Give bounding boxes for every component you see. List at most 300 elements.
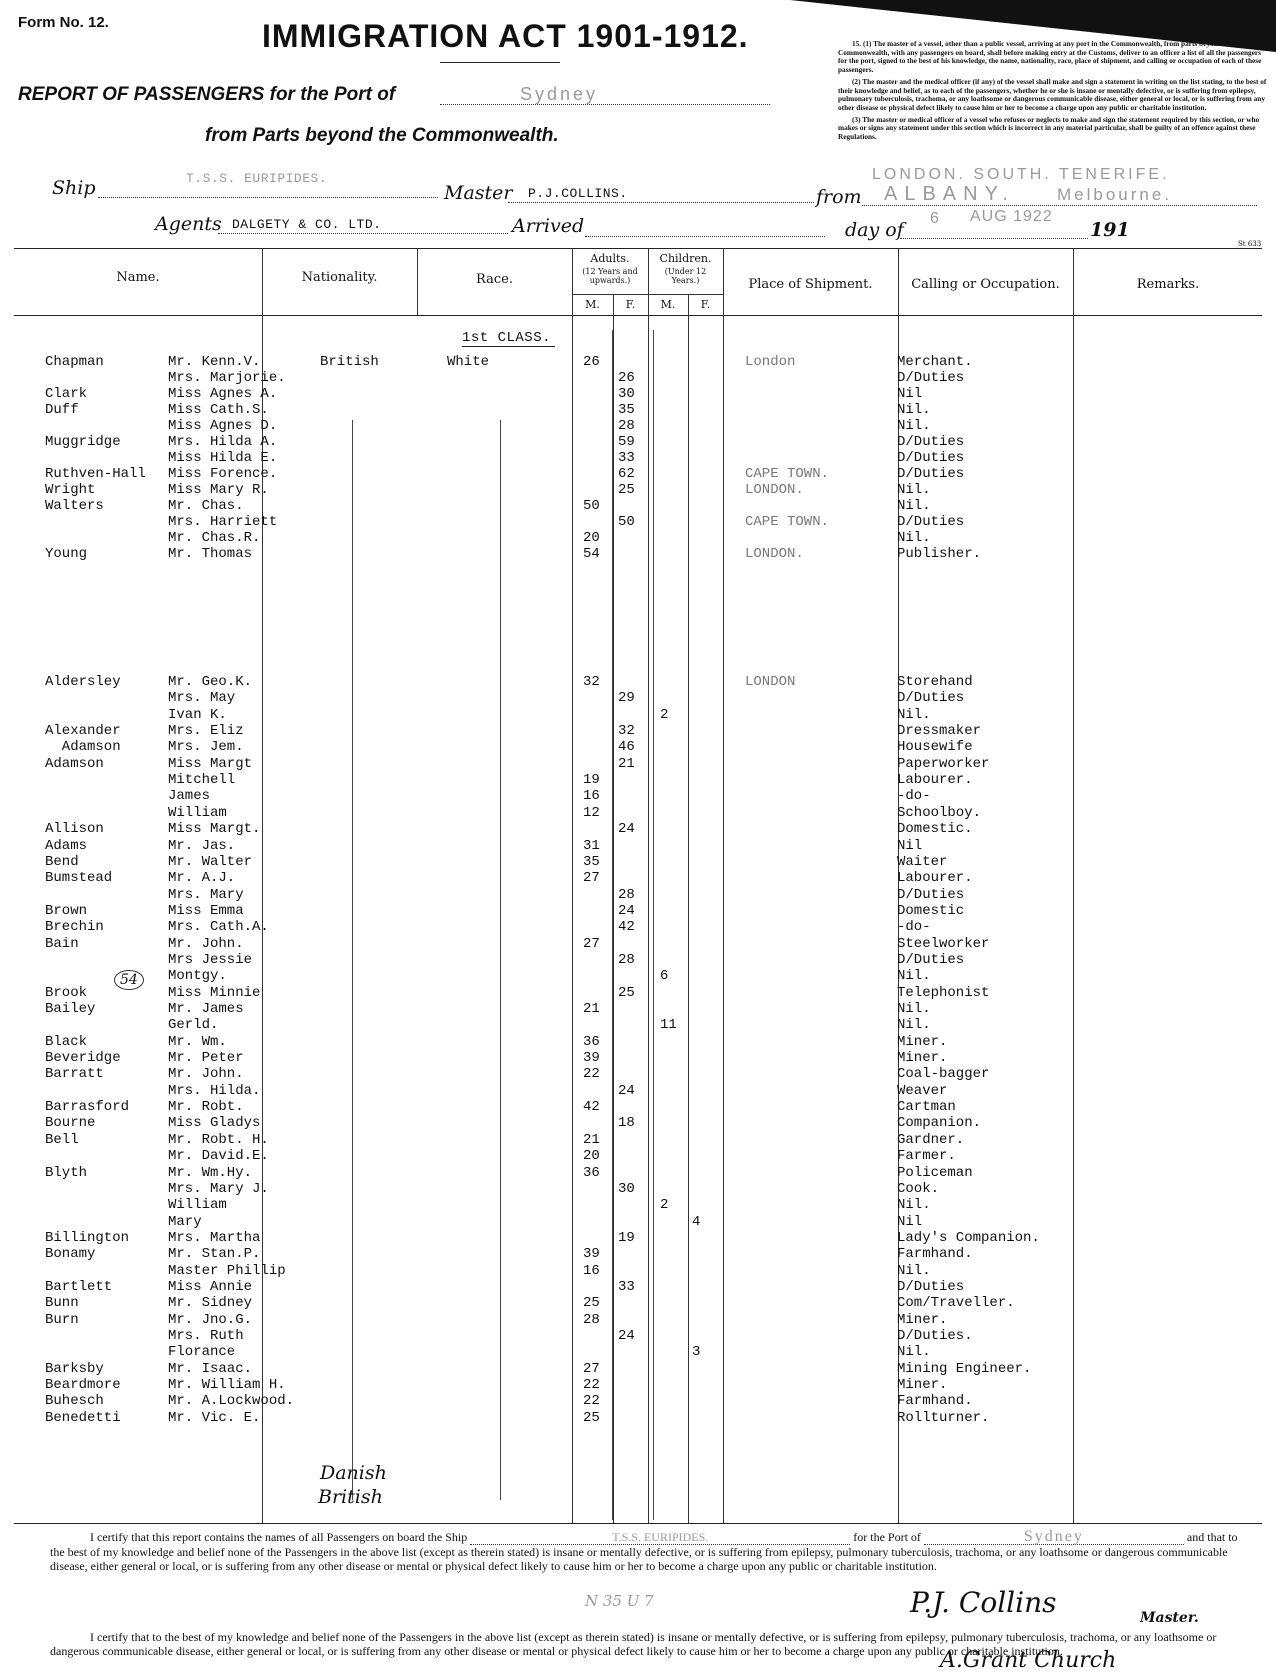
table-row — [0, 1328, 1276, 1345]
cell-given: Miss Forence. — [168, 466, 278, 482]
cell-given: Mrs. Hilda A. — [168, 434, 278, 450]
cell-place: CAPE TOWN. — [745, 466, 830, 482]
cell-occupation: Waiter — [897, 854, 948, 870]
cell-surname: Alexander — [45, 723, 121, 739]
table-row — [0, 952, 1276, 969]
cell-af: 24 — [618, 1328, 635, 1344]
cell-given: Mr. Geo.K. — [168, 674, 253, 690]
table-row — [0, 1115, 1276, 1132]
cell-given: Mr. Robt. — [168, 1099, 244, 1115]
cell-am: 21 — [583, 1001, 600, 1017]
table-row — [0, 1148, 1276, 1165]
cell-af: 28 — [618, 952, 635, 968]
cell-given: James — [168, 788, 211, 804]
table-row — [0, 707, 1276, 724]
cell-am: 27 — [583, 936, 600, 952]
table-row — [0, 739, 1276, 756]
table-row — [0, 821, 1276, 838]
cell-given: Mrs Jessie — [168, 952, 253, 968]
cell-occupation: Labourer. — [897, 870, 973, 886]
cell-surname: Bailey — [45, 1001, 96, 1017]
cell-af: 21 — [618, 756, 635, 772]
cell-occupation: Farmhand. — [897, 1393, 973, 1409]
cell-place: London — [745, 354, 796, 370]
table-row — [0, 450, 1276, 467]
table-row — [0, 690, 1276, 707]
cell-am: 26 — [583, 354, 600, 370]
cell-occupation: Domestic. — [897, 821, 973, 837]
col-header-adults: Adults. — [590, 252, 630, 265]
cell-given: Mr. Jas. — [168, 838, 236, 854]
col-header-adults-m: M. — [585, 298, 600, 311]
cell-given: Mr. A.J. — [168, 870, 236, 886]
cell-occupation: Policeman — [897, 1165, 973, 1181]
cell-given: Mrs. Cath.A. — [168, 919, 269, 935]
master-label: Master — [444, 182, 513, 204]
cell-am: 31 — [583, 838, 600, 854]
table-row — [0, 1099, 1276, 1116]
cell-occupation: -do- — [897, 919, 931, 935]
table-row — [0, 723, 1276, 740]
table-row — [0, 402, 1276, 419]
cell-surname: Billington — [45, 1230, 130, 1246]
cell-occupation: Miner. — [897, 1312, 948, 1328]
certificate-1-b: for the Port of — [853, 1530, 921, 1544]
cell-am: 21 — [583, 1132, 600, 1148]
table-row — [0, 418, 1276, 435]
cell-surname: Barrasford — [45, 1099, 130, 1115]
table-row — [0, 1214, 1276, 1231]
cell-cm: 2 — [660, 707, 669, 723]
col-header-children-m: M. — [660, 298, 676, 311]
col-header-children: Children. — [659, 252, 712, 265]
cell-occupation: Cartman — [897, 1099, 956, 1115]
handwritten-british: British — [318, 1486, 383, 1508]
cell-occupation: Nil — [897, 386, 923, 402]
cell-am: 36 — [583, 1034, 600, 1050]
table-row — [0, 772, 1276, 789]
cell-surname: Benedetti — [45, 1410, 121, 1426]
agents-dotline — [218, 233, 508, 234]
cell-am: 16 — [583, 788, 600, 804]
table-row — [0, 386, 1276, 403]
cell-occupation: Mining Engineer. — [897, 1361, 1032, 1377]
cell-nationality: British — [320, 354, 379, 370]
table-row — [0, 1001, 1276, 1018]
table-row — [0, 1246, 1276, 1263]
cell-af: 24 — [618, 903, 635, 919]
day-value: 6 — [930, 210, 939, 227]
cell-surname: Adamson — [45, 739, 121, 755]
cell-af: 19 — [618, 1230, 635, 1246]
cell-occupation: Nil. — [897, 1001, 931, 1017]
certificate-2: I certify that to the best of my knowledge and belief none of the Passengers in the above list (except as therein stated) is insane or mentally defective, or is suffering from epilepsy, pulmonary tuberculosis, trachoma, or any loathsome or dangerous communicable disease, either general or local, or is suffering from any other disease or mental or physical defect likely to cause him or her to become a charge upon any public or charitable institution. — [50, 1630, 1217, 1658]
cell-af: 18 — [618, 1115, 635, 1131]
cell-given: Mr. William H. — [168, 1377, 286, 1393]
table-row — [0, 887, 1276, 904]
col-header-adults-sub: (12 Years and upwards.) — [582, 267, 638, 285]
cell-af: 59 — [618, 434, 635, 450]
cell-given: Ivan K. — [168, 707, 227, 723]
cell-surname: Burn — [45, 1312, 79, 1328]
cell-am: 36 — [583, 1165, 600, 1181]
title-underline — [440, 62, 560, 63]
cell-given: William — [168, 1197, 227, 1213]
cell-given: Miss Agnes A. — [168, 386, 278, 402]
cell-given: Miss Cath.S. — [168, 402, 269, 418]
table-row — [0, 370, 1276, 387]
cell-occupation: D/Duties — [897, 466, 965, 482]
cell-af: 35 — [618, 402, 635, 418]
cell-af: 25 — [618, 985, 635, 1001]
cell-occupation: Cook. — [897, 1181, 940, 1197]
cell-place: LONDON — [745, 674, 796, 690]
cell-surname: Ruthven-Hall — [45, 466, 146, 482]
table-row — [0, 1197, 1276, 1214]
cell-given: Mary — [168, 1214, 202, 1230]
cell-given: Mr. Wm. — [168, 1034, 227, 1050]
table-row — [0, 1393, 1276, 1410]
cell-given: Mr. Jno.G. — [168, 1312, 253, 1328]
cell-occupation: Lady's Companion. — [897, 1230, 1040, 1246]
cell-occupation: Rollturner. — [897, 1410, 990, 1426]
cell-occupation: D/Duties — [897, 1279, 965, 1295]
cell-am: 42 — [583, 1099, 600, 1115]
cell-occupation: Nil. — [897, 402, 931, 418]
cell-af: 29 — [618, 690, 635, 706]
cell-surname: Bend — [45, 854, 79, 870]
cell-given: Mrs. Hilda. — [168, 1083, 261, 1099]
col-header-calling: Calling or Occupation. — [911, 277, 1060, 292]
cell-am: 12 — [583, 805, 600, 821]
cell-surname: Beardmore — [45, 1377, 121, 1393]
cell-occupation: Nil. — [897, 707, 931, 723]
surgeon-signature: A.Grant Church — [940, 1648, 1117, 1673]
cell-occupation: D/Duties — [897, 514, 965, 530]
cell-occupation: Labourer. — [897, 772, 973, 788]
cell-given: Mr. James — [168, 1001, 244, 1017]
handwritten-danish: Danish — [320, 1462, 387, 1484]
table-row — [0, 674, 1276, 691]
cell-occupation: Farmhand. — [897, 1246, 973, 1262]
cell-af: 42 — [618, 919, 635, 935]
cell-af: 26 — [618, 370, 635, 386]
cell-af: 33 — [618, 1279, 635, 1295]
day-dotline — [900, 238, 1088, 239]
from-value-line1: LONDON. SOUTH. TENERIFE. — [872, 166, 1170, 183]
cell-cm: 11 — [660, 1017, 677, 1033]
cell-occupation: Nil. — [897, 530, 931, 546]
cell-occupation: D/Duties — [897, 690, 965, 706]
port-dotline — [440, 104, 770, 105]
cell-given: Mrs. Martha — [168, 1230, 261, 1246]
cell-given: Mr. Chas. — [168, 498, 244, 514]
table-bottom-rule — [14, 1523, 1262, 1524]
cell-cm: 2 — [660, 1197, 669, 1213]
from-label: from — [816, 186, 862, 208]
cell-given: Mrs. Marjorie. — [168, 370, 286, 386]
form-number: Form No. 12. — [18, 14, 109, 31]
cell-occupation: Housewife — [897, 739, 973, 755]
cell-am: 22 — [583, 1377, 600, 1393]
cell-given: Mr. David.E. — [168, 1148, 269, 1164]
ship-label: Ship — [52, 177, 96, 199]
cell-given: Mr. Vic. E. — [168, 1410, 261, 1426]
table-row — [0, 919, 1276, 936]
handwritten-note: N 35 U 7 — [585, 1592, 654, 1610]
cell-given: Miss Margt — [168, 756, 253, 772]
table-row — [0, 985, 1276, 1002]
cell-given: Miss Agnes D. — [168, 418, 278, 434]
section-15-p1: 15. (1) The master of a vessel, other than a public vessel, arriving at any port in the Commonwealth, from parts beyond the Commonwealth, with any passengers on board, shall before making entry at the Customs, deliver to an officer a list of all the passengers for the port, signed to the best of his knowledge, the name, nationality, race, place of shipment, and calling or occupation of each of these passengers. — [838, 39, 1262, 75]
cell-af: 50 — [618, 514, 635, 530]
table-row — [0, 498, 1276, 515]
table-row — [0, 838, 1276, 855]
year-suffix: 191 — [1090, 219, 1130, 241]
col-header-race: Race. — [476, 272, 513, 287]
cell-af: 46 — [618, 739, 635, 755]
col-header-remarks: Remarks. — [1136, 277, 1200, 292]
cell-occupation: Nil — [897, 838, 923, 854]
cell-occupation: Miner. — [897, 1034, 948, 1050]
ship-dotline — [98, 197, 438, 198]
cell-given: Miss Emma — [168, 903, 244, 919]
cell-occupation: Com/Traveller. — [897, 1295, 1015, 1311]
cell-given: Mr. Thomas — [168, 546, 253, 562]
cell-given: Mr. John. — [168, 1066, 244, 1082]
cell-am: 19 — [583, 772, 600, 788]
class-label: 1st CLASS. — [462, 330, 555, 347]
cell-place: LONDON. — [745, 546, 804, 562]
cell-given: Mr. Stan.P. — [168, 1246, 261, 1262]
table-row — [0, 1050, 1276, 1067]
cell-occupation: D/Duties. — [897, 1328, 973, 1344]
cell-am: 25 — [583, 1410, 600, 1426]
cell-surname: Adams — [45, 838, 88, 854]
cell-occupation: Nil. — [897, 482, 931, 498]
cell-surname: Bell — [45, 1132, 79, 1148]
table-row — [0, 788, 1276, 805]
cell-surname: Muggridge — [45, 434, 121, 450]
cell-af: 30 — [618, 1181, 635, 1197]
day-of-label: day of — [845, 219, 904, 241]
cell-af: 32 — [618, 723, 635, 739]
cell-surname: Buhesch — [45, 1393, 104, 1409]
cell-occupation: D/Duties — [897, 450, 965, 466]
cell-occupation: Nil. — [897, 1344, 931, 1360]
cell-am: 39 — [583, 1246, 600, 1262]
cell-given: Miss Margt. — [168, 821, 261, 837]
cell-occupation: Weaver — [897, 1083, 948, 1099]
cell-given: Miss Mary R. — [168, 482, 269, 498]
cell-occupation: Nil. — [897, 498, 931, 514]
cell-am: 16 — [583, 1263, 600, 1279]
cell-given: Florance — [168, 1344, 236, 1360]
cell-given: Miss Annie — [168, 1279, 253, 1295]
cell-surname: Barksby — [45, 1361, 104, 1377]
from-parts-title: from Parts beyond the Commonwealth. — [205, 125, 559, 146]
cell-occupation: Dressmaker — [897, 723, 982, 739]
cell-given: Mrs. Ruth — [168, 1328, 244, 1344]
table-row — [0, 1034, 1276, 1051]
cell-am: 27 — [583, 1361, 600, 1377]
cell-am: 20 — [583, 1148, 600, 1164]
cell-given: Miss Minnie — [168, 985, 261, 1001]
cell-occupation: Nil — [897, 1214, 923, 1230]
arrived-dotline — [585, 236, 825, 237]
table-row — [0, 1132, 1276, 1149]
table-row — [0, 1279, 1276, 1296]
agents-label: Agents — [155, 213, 222, 235]
cell-occupation: D/Duties — [897, 434, 965, 450]
cell-occupation: Publisher. — [897, 546, 982, 562]
table-row — [0, 546, 1276, 563]
cell-given: William — [168, 805, 227, 821]
table-row — [0, 1361, 1276, 1378]
table-row — [0, 1165, 1276, 1182]
table-row — [0, 1312, 1276, 1329]
cell-cf: 3 — [692, 1344, 701, 1360]
table-row — [0, 354, 1276, 371]
cell-given: Gerld. — [168, 1017, 219, 1033]
table-row — [0, 482, 1276, 499]
cell-am: 50 — [583, 498, 600, 514]
table-row — [0, 530, 1276, 547]
cell-occupation: Companion. — [897, 1115, 982, 1131]
cell-occupation: Storehand — [897, 674, 973, 690]
table-row — [0, 1377, 1276, 1394]
cell-given: Mitchell — [168, 772, 236, 788]
cell-given: Mrs. Mary — [168, 887, 244, 903]
cell-occupation: Nil. — [897, 1017, 931, 1033]
table-row — [0, 466, 1276, 483]
cell-surname: Beveridge — [45, 1050, 121, 1066]
cell-given: Mrs. Harriett — [168, 514, 278, 530]
cell-occupation: Paperworker — [897, 756, 990, 772]
cell-occupation: Nil. — [897, 418, 931, 434]
cell-occupation: Schoolboy. — [897, 805, 982, 821]
cell-race: White — [447, 354, 490, 370]
cell-surname: Brook — [45, 985, 88, 1001]
cell-occupation: D/Duties — [897, 887, 965, 903]
cell-occupation: Gardner. — [897, 1132, 965, 1148]
cell-occupation: -do- — [897, 788, 931, 804]
cell-cf: 4 — [692, 1214, 701, 1230]
cell-given: Mr. Sidney — [168, 1295, 253, 1311]
cell-surname: Wright — [45, 482, 96, 498]
cell-given: Mr. John. — [168, 936, 244, 952]
cell-given: Mrs. Eliz — [168, 723, 244, 739]
table-header-bottom-rule — [14, 315, 1262, 316]
cell-cm: 6 — [660, 968, 669, 984]
cell-occupation: D/Duties — [897, 952, 965, 968]
cell-surname: Barratt — [45, 1066, 104, 1082]
report-title: REPORT OF PASSENGERS for the Port of — [18, 84, 396, 105]
master-signature: P.J. Collins — [910, 1586, 1057, 1619]
cell-surname: Young — [45, 546, 88, 562]
cell-occupation: Nil. — [897, 1197, 931, 1213]
cell-surname: Blyth — [45, 1165, 88, 1181]
cell-occupation: Domestic — [897, 903, 965, 919]
month-stamp: AUG 1922 — [970, 208, 1053, 225]
arrived-label: Arrived — [512, 215, 585, 237]
cell-occupation: Coal-bagger — [897, 1066, 990, 1082]
table-row — [0, 1263, 1276, 1280]
cell-surname: Bunn — [45, 1295, 79, 1311]
cell-given: Montgy. — [168, 968, 227, 984]
certificate-1-port: Sydney — [924, 1530, 1184, 1545]
cell-am: 32 — [583, 674, 600, 690]
cell-surname: Aldersley — [45, 674, 121, 690]
cell-af: 28 — [618, 418, 635, 434]
table-row — [0, 434, 1276, 451]
cell-surname: Walters — [45, 498, 104, 514]
col-header-name: Name. — [116, 270, 160, 285]
col-header-children-f: F. — [700, 298, 711, 311]
cell-af: 33 — [618, 450, 635, 466]
cell-given: Mr. Isaac. — [168, 1361, 253, 1377]
cell-given: Mr. Chas.R. — [168, 530, 261, 546]
cell-place: LONDON. — [745, 482, 804, 498]
certificate-1-a: I certify that this report contains the names of all Passengers on board the Ship — [90, 1530, 468, 1544]
cell-given: Master Phillip — [168, 1263, 286, 1279]
cell-surname: Brown — [45, 903, 88, 919]
cell-given: Miss Gladys — [168, 1115, 261, 1131]
cell-occupation: Steelworker — [897, 936, 990, 952]
table-row — [0, 1230, 1276, 1247]
cell-am: 22 — [583, 1066, 600, 1082]
cell-af: 24 — [618, 1083, 635, 1099]
section-15-text — [838, 40, 1268, 145]
table-row — [0, 1410, 1276, 1427]
cell-occupation: Merchant. — [897, 354, 973, 370]
section-15-p2: (2) The master and the medical officer (if any) of the vessel shall make and sign a statement in writing on the list stating, to the best of their knowledge and belief, as to each of the passengers, whether he or she is insane or mentally defective, or is suffering from epilepsy, pulmonary tuberculosis, trachoma, or any loathsome or dangerous communicable disease, either general or local, or is suffering from any other disease or physical defect likely to cause him or her to become a charge upon any public or charitable institution. — [838, 76, 1267, 112]
cell-surname: Bourne — [45, 1115, 96, 1131]
col-header-place: Place of Shipment. — [748, 277, 873, 292]
cell-surname: Brechin — [45, 919, 104, 935]
cell-given: Mrs. May — [168, 690, 236, 706]
cell-given: Mr. Peter — [168, 1050, 244, 1066]
cell-am: 28 — [583, 1312, 600, 1328]
table-row — [0, 1017, 1276, 1034]
handwritten-circled-number: 54 — [114, 970, 144, 990]
cell-given: Mr. Robt. H. — [168, 1132, 269, 1148]
table-row — [0, 968, 1276, 985]
cell-occupation: D/Duties — [897, 370, 965, 386]
master-value: P.J.COLLINS. — [528, 186, 628, 201]
cell-given: Mrs. Jem. — [168, 739, 244, 755]
cell-af: 28 — [618, 887, 635, 903]
mf-subheader-rule — [572, 294, 723, 295]
cell-given: Mr. A.Lockwood. — [168, 1393, 295, 1409]
col-header-adults-f: F. — [625, 298, 636, 311]
cell-surname: Black — [45, 1034, 88, 1050]
cell-given: Miss Hilda E. — [168, 450, 278, 466]
cell-surname: Adamson — [45, 756, 104, 772]
from-value-line2b: Melbourne. — [1057, 185, 1173, 204]
cell-occupation: Nil. — [897, 1263, 931, 1279]
cell-am: 27 — [583, 870, 600, 886]
cell-given: Mr. Kenn.V. — [168, 354, 261, 370]
table-row — [0, 854, 1276, 871]
cell-given: Mrs. Mary J. — [168, 1181, 269, 1197]
cell-surname: Allison — [45, 821, 104, 837]
ship-value: T.S.S. EURIPIDES. — [186, 171, 328, 186]
cell-place: CAPE TOWN. — [745, 514, 830, 530]
cell-occupation: Miner. — [897, 1050, 948, 1066]
cell-am: 25 — [583, 1295, 600, 1311]
col-header-children-sub: (Under 12 Years.) — [664, 267, 707, 285]
